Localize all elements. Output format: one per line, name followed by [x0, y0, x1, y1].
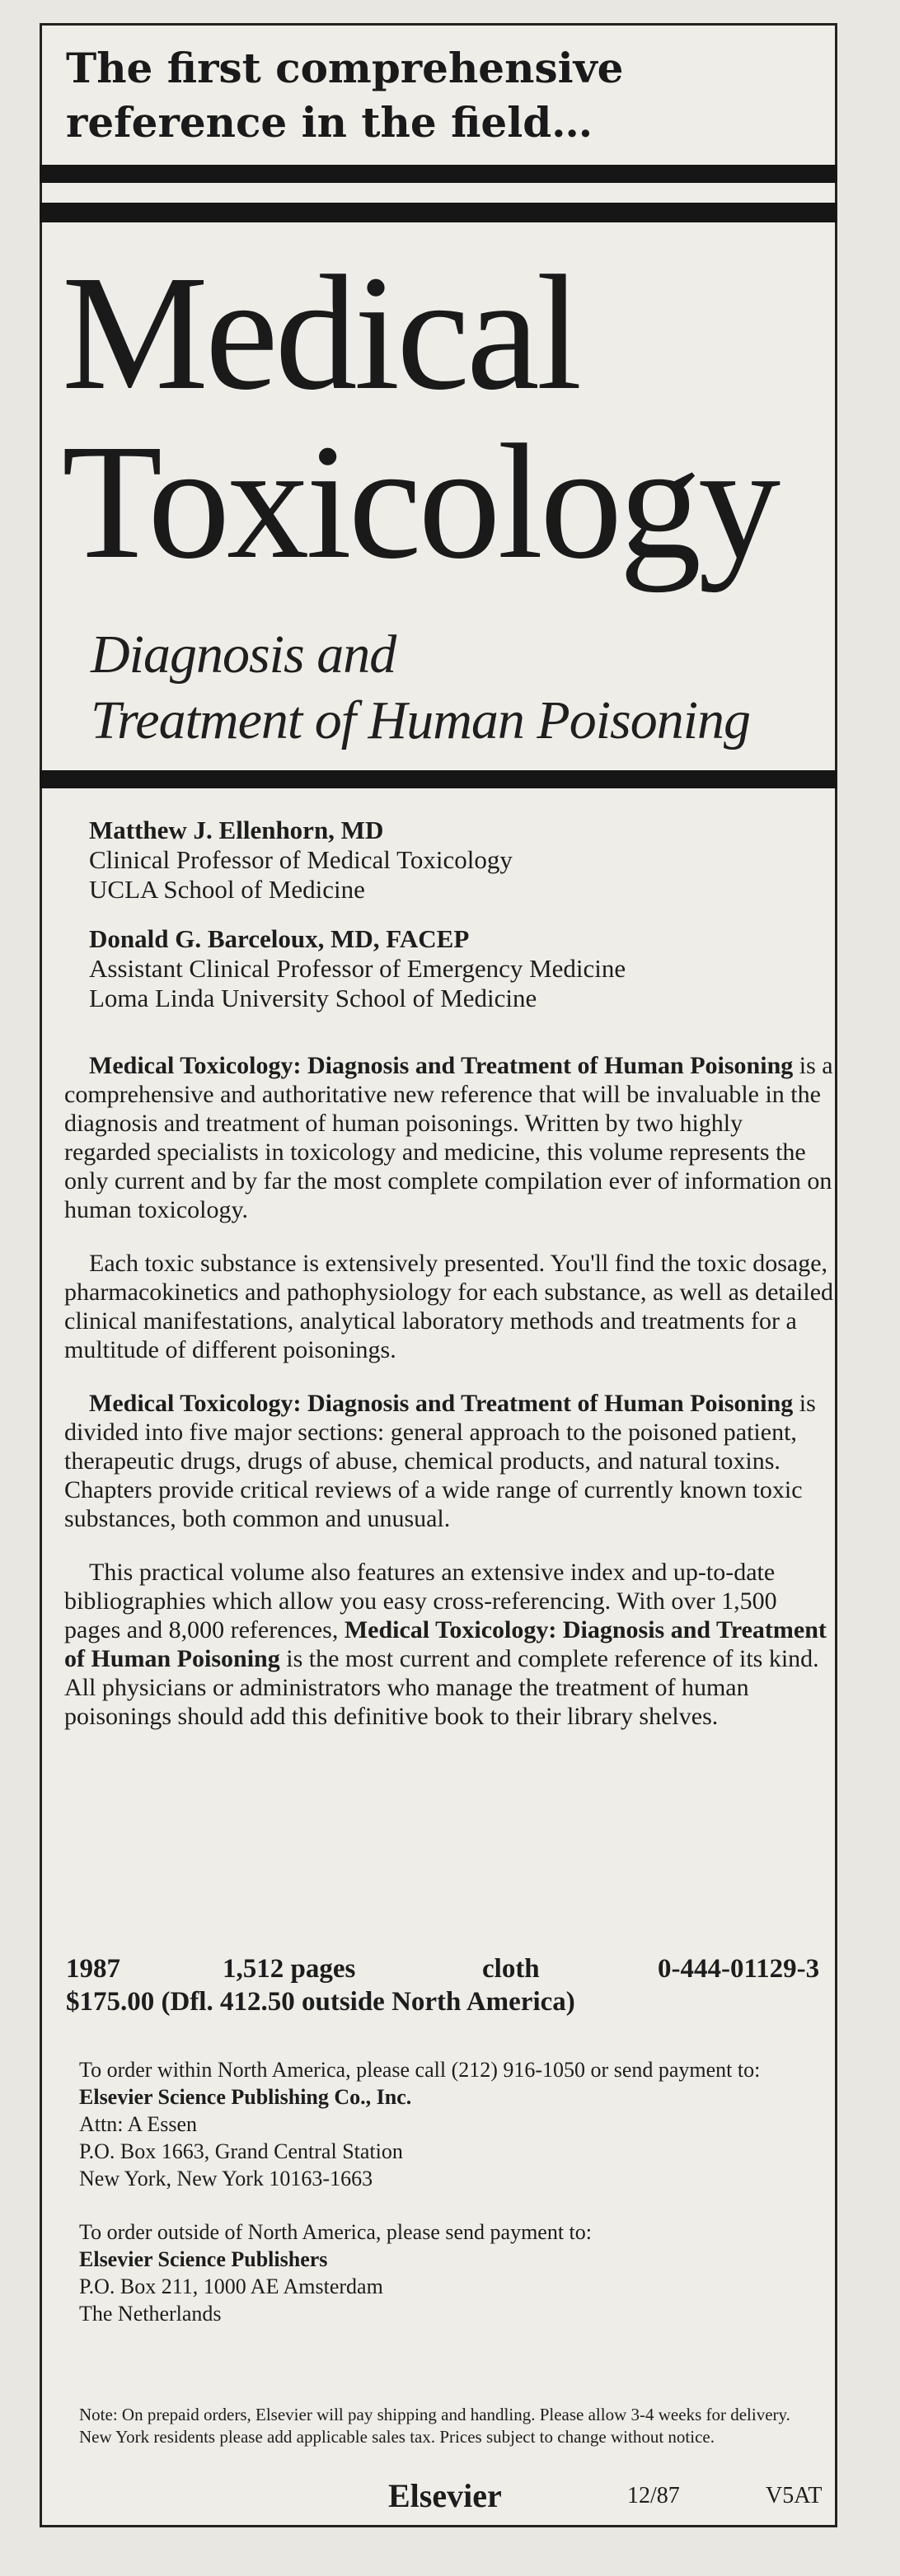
fine-print-note: Note: On prepaid orders, Elsevier will pay shipping and handling. Please allow 3-4 weeks for delivery. New York residents please add applicable sales tax. Prices subject to change without notice. — [79, 2405, 790, 2447]
paragraph-text: is divided into five major sections: general approach to the poisoned patient, therapeutic drugs, drugs of abuse, chemical products, and natural toxins. Chapters provide critical reviews of a wide range of currently known toxic substances, both common and unusual. — [64, 1390, 816, 1532]
headline-line-1: The first comprehensive — [66, 44, 624, 92]
divider-rule — [40, 770, 837, 788]
order-info — [79, 2056, 804, 2354]
description-paragraph-3 — [64, 1389, 835, 1533]
publication-details — [66, 1952, 841, 2018]
authors — [89, 816, 814, 1033]
book-title-inline: Medical Toxicology: Diagnosis and Treatment of Human Poisoning — [89, 1390, 794, 1417]
author-title: Clinical Professor of Medical Toxicology — [89, 845, 513, 874]
publisher-name: Elsevier Science Publishing Co., Inc. — [79, 2085, 412, 2109]
description-paragraph-1 — [64, 1051, 835, 1224]
isbn: 0-444-01129-3 — [658, 1954, 820, 1984]
order-intro: To order outside of North America, please send payment to: — [79, 2220, 593, 2244]
divider-rule — [40, 165, 837, 183]
author-block — [89, 816, 814, 905]
paragraph-text: is a comprehensive and authoritative new reference that will be invaluable in the diagnosis and treatment of human poisonings. Written by two highly regarded specialists in toxicology and medicine, this volume represents the only current and by far the most complete compilation ever of information on human toxicology. — [64, 1052, 833, 1223]
publisher-logo-text: Elsevier — [388, 2477, 502, 2514]
order-intro: To order within North America, please call (212) 916-1050 or send payment to: — [79, 2058, 761, 2082]
description-paragraph-4 — [64, 1558, 835, 1731]
description — [64, 1051, 835, 1756]
pub-year: 1987 — [66, 1954, 120, 1984]
book-title-line-1: Medical — [62, 242, 579, 424]
book-subtitle — [91, 622, 816, 754]
author-affiliation: Loma Linda University School of Medicine — [89, 984, 537, 1012]
author-title: Assistant Clinical Professor of Emergency Medicine — [89, 954, 626, 983]
paragraph-text: is the most current and complete reference of its kind. All physicians or administrators who manage the treatment of human poisonings should add this definitive book to their library shelves. — [64, 1645, 819, 1730]
paragraph-text: This practical volume also features an extensive index and up-to-date bibliographies which allow you easy cross-referencing. With over 1,500 pages and 8,000 references, — [64, 1559, 777, 1643]
details-row — [66, 1952, 841, 1985]
publisher-name: Elsevier Science Publishers — [79, 2247, 328, 2271]
headline — [66, 41, 808, 150]
author-name: Donald G. Barceloux, MD, FACEP — [89, 924, 470, 953]
address-line: New York, New York 10163-1663 — [79, 2167, 373, 2190]
price: $175.00 (Dfl. 412.50 outside North America) — [66, 1987, 575, 2017]
address-line: The Netherlands — [79, 2302, 222, 2326]
address-line: P.O. Box 1663, Grand Central Station — [79, 2139, 403, 2163]
divider-rule — [40, 203, 837, 222]
author-affiliation: UCLA School of Medicine — [89, 875, 365, 904]
page-count: 1,512 pages — [223, 1954, 356, 1984]
order-international — [79, 2218, 804, 2327]
headline-line-2: reference in the field… — [66, 98, 593, 147]
author-name: Matthew J. Ellenhorn, MD — [89, 816, 384, 844]
ad-code: V5AT — [766, 2483, 823, 2508]
footer — [79, 2475, 837, 2517]
binding: cloth — [482, 1954, 540, 1984]
order-north-america — [79, 2056, 804, 2192]
ad-date-code: 12/87 — [627, 2483, 680, 2508]
description-paragraph-2: Each toxic substance is extensively presented. You'll find the toxic dosage, pharmacokinetics and pathophysiology for each substance, as well as detailed clinical manifestations, analytical laboratory methods and treatments for a multitude of different poisonings. — [64, 1250, 834, 1363]
book-title-inline: Medical Toxicology: Diagnosis and Treatment of Human Poisoning — [89, 1052, 794, 1079]
subtitle-line-1: Diagnosis and — [91, 624, 396, 685]
address-line: Attn: A Essen — [79, 2112, 198, 2136]
book-title-line-2: Toxicology — [62, 411, 778, 593]
book-title-inline: Medical Toxicology: Diagnosis and Treatment of Human Poisoning — [64, 1616, 827, 1672]
subtitle-line-2: Treatment of Human Poisoning — [91, 690, 751, 750]
author-block — [89, 924, 814, 1013]
address-line: P.O. Box 211, 1000 AE Amsterdam — [79, 2274, 383, 2298]
